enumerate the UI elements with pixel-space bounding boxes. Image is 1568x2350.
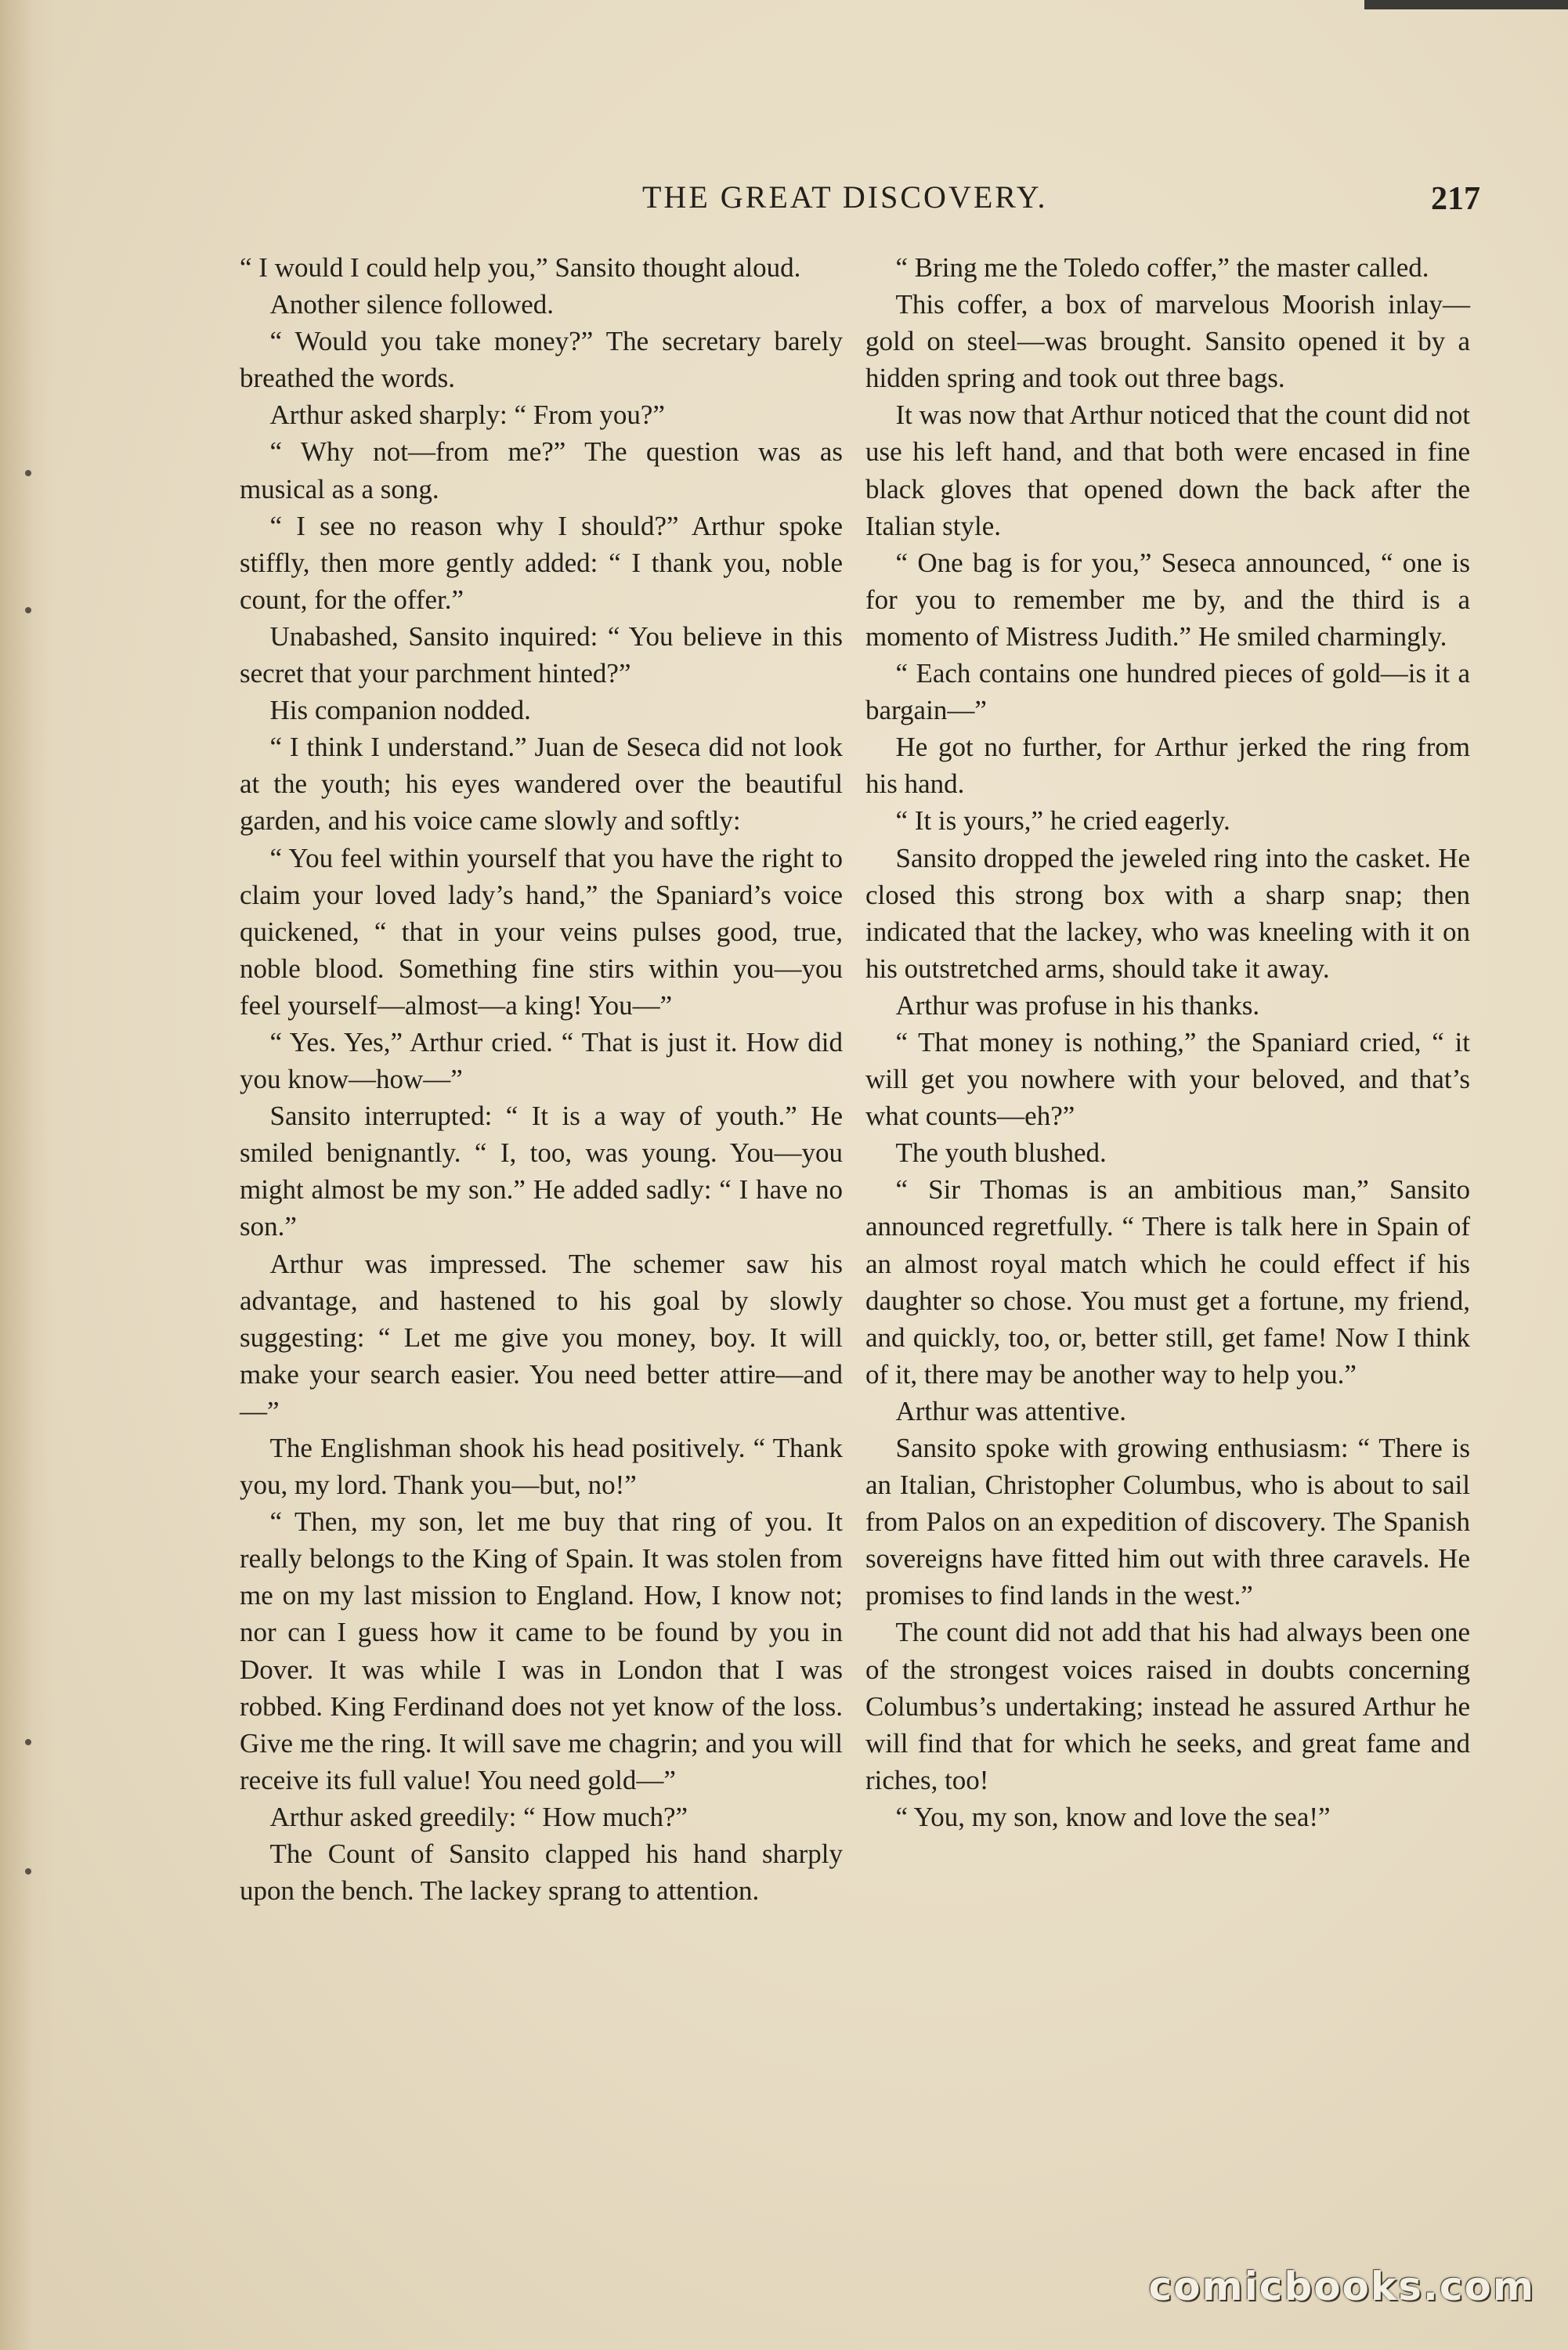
page-spine-shadow (0, 0, 55, 2350)
paragraph: “ You feel within yourself that you have the right to claim your loved lady’s hand,” the Spaniard’s voice quickened, “ that in your veins pulses good, true, noble blood. Something fine stirs within you—you feel yourself—almost—a king! You—” (240, 842, 843, 1021)
paragraph: Arthur asked greedily: “ How much?” (269, 1801, 688, 1832)
paragraph: “ Bring me the Toledo coffer,” the master called. (895, 252, 1429, 283)
margin-speck (25, 470, 31, 476)
paragraph: Arthur was impressed. The schemer saw his advantage, and hastened to his goal by slowly suggesting: “ Let me give you money, boy. It will make your search easier. You need better attire—and—” (240, 1248, 843, 1426)
paragraph: Sansito spoke with growing enthusiasm: “ There is an Italian, Christopher Columbus, who is about to sail from Palos on an expedition of discovery. The Spanish sovereigns have fitted him out with three caravels. He promises to find lands in the west.” (865, 1433, 1470, 1611)
paragraph: “ One bag is for you,” Seseca announced, “ one is for you to remember me by, and the third is a momento of Mistress Judith.” He smiled charmingly. (865, 547, 1470, 652)
paragraph: “ You, my son, know and love the sea!” (895, 1801, 1331, 1832)
paragraph: “ Yes. Yes,” Arthur cried. “ That is just it. How did you know—how—” (240, 1026, 843, 1095)
paragraph: “ I would I could help you,” Sansito thought aloud. (240, 252, 801, 283)
paragraph: “ I see no reason why I should?” Arthur spoke stiffly, then more gently added: “ I thank you, noble count, for the offer.” (240, 510, 843, 615)
margin-speck (25, 1739, 31, 1745)
paragraph: “ Would you take money?” The secretary barely breathed the words. (240, 326, 843, 394)
paragraph: It was now that Arthur noticed that the count did not use his left hand, and that both were encased in fine black gloves that opened down the back after the Italian style. (865, 400, 1470, 541)
paragraph: The count did not add that his had always been one of the strongest voices raised in doubts concerning Columbus’s undertaking; instead he assured Arthur he will find that for which he seeks, and great fame and riches, too! (865, 1617, 1470, 1795)
paragraph: “ Each contains one hundred pieces of gold—is it a bargain—” (865, 658, 1470, 726)
paragraph: “ Why not—from me?” The question was as musical as a song. (240, 436, 843, 504)
paragraph: Arthur was profuse in his thanks. (895, 989, 1260, 1021)
paragraph: Sansito dropped the jeweled ring into the casket. He closed this strong box with a sharp snap; then indicated that the lackey, who was kneeling with it on his outstretched arms, should take it away. (865, 842, 1470, 984)
paragraph: “ It is yours,” he cried eagerly. (895, 805, 1230, 837)
paragraph: Unabashed, Sansito inquired: “ You believe in this secret that your parchment hinted?” (240, 620, 843, 689)
page-edge-mark (1364, 0, 1568, 9)
watermark: comicbooks.com (1148, 2264, 1535, 2309)
margin-speck (25, 607, 31, 613)
paragraph: The youth blushed. (895, 1137, 1107, 1169)
margin-speck (25, 1868, 31, 1875)
paragraph: Arthur was attentive. (895, 1395, 1126, 1426)
paragraph: The Count of Sansito clapped his hand sharply upon the bench. The lackey sprang to attention. (240, 1838, 843, 1907)
paragraph: Arthur asked sharply: “ From you?” (269, 400, 665, 431)
text-column-left (240, 249, 843, 1909)
page-header (235, 174, 1480, 237)
paragraph: His companion nodded. (269, 695, 531, 726)
paragraph: “ Sir Thomas is an ambitious man,” Sansito announced regretfully. “ There is talk here in Spain of an almost royal match which he could effect if his daughter so chose. You must get a fortune, my friend, and quickly, too, or, better still, get fame! Now I think of it, there may be another way to help you.” (865, 1174, 1470, 1390)
paragraph: This coffer, a box of marvelous Moorish inlay—gold on steel—was brought. Sansito opened it by a hidden spring and took out three bags. (865, 289, 1470, 394)
text-column-right (865, 249, 1470, 1835)
paragraph: Sansito interrupted: “ It is a way of youth.” He smiled benignantly. “ I, too, was young. You—you might almost be my son.” He added sadly: “ I have no son.” (240, 1101, 843, 1242)
running-title: THE GREAT DISCOVERY. (642, 179, 1048, 215)
page-number: 217 (1431, 181, 1480, 217)
paragraph: “ I think I understand.” Juan de Seseca did not look at the youth; his eyes wandered over the beautiful garden, and his voice came slowly and softly: (240, 732, 843, 837)
paragraph: The Englishman shook his head positively. “ Thank you, my lord. Thank you—but, no!” (240, 1433, 843, 1501)
paragraph: He got no further, for Arthur jerked the ring from his hand. (865, 732, 1470, 800)
paragraph: “ Then, my son, let me buy that ring of you. It really belongs to the King of Spain. It was stolen from me on my last mission to England. How, I know not; nor can I guess how it came to be found by you in Dover. It was while I was in London that I was robbed. King Ferdinand does not yet know of the loss. Give me the ring. It will save me chagrin; and you will receive its full value! You need gold—” (240, 1506, 843, 1795)
paragraph: “ That money is nothing,” the Spaniard cried, “ it will get you nowhere with your beloved, and that’s what counts—eh?” (865, 1026, 1470, 1132)
paragraph: Another silence followed. (269, 289, 555, 320)
